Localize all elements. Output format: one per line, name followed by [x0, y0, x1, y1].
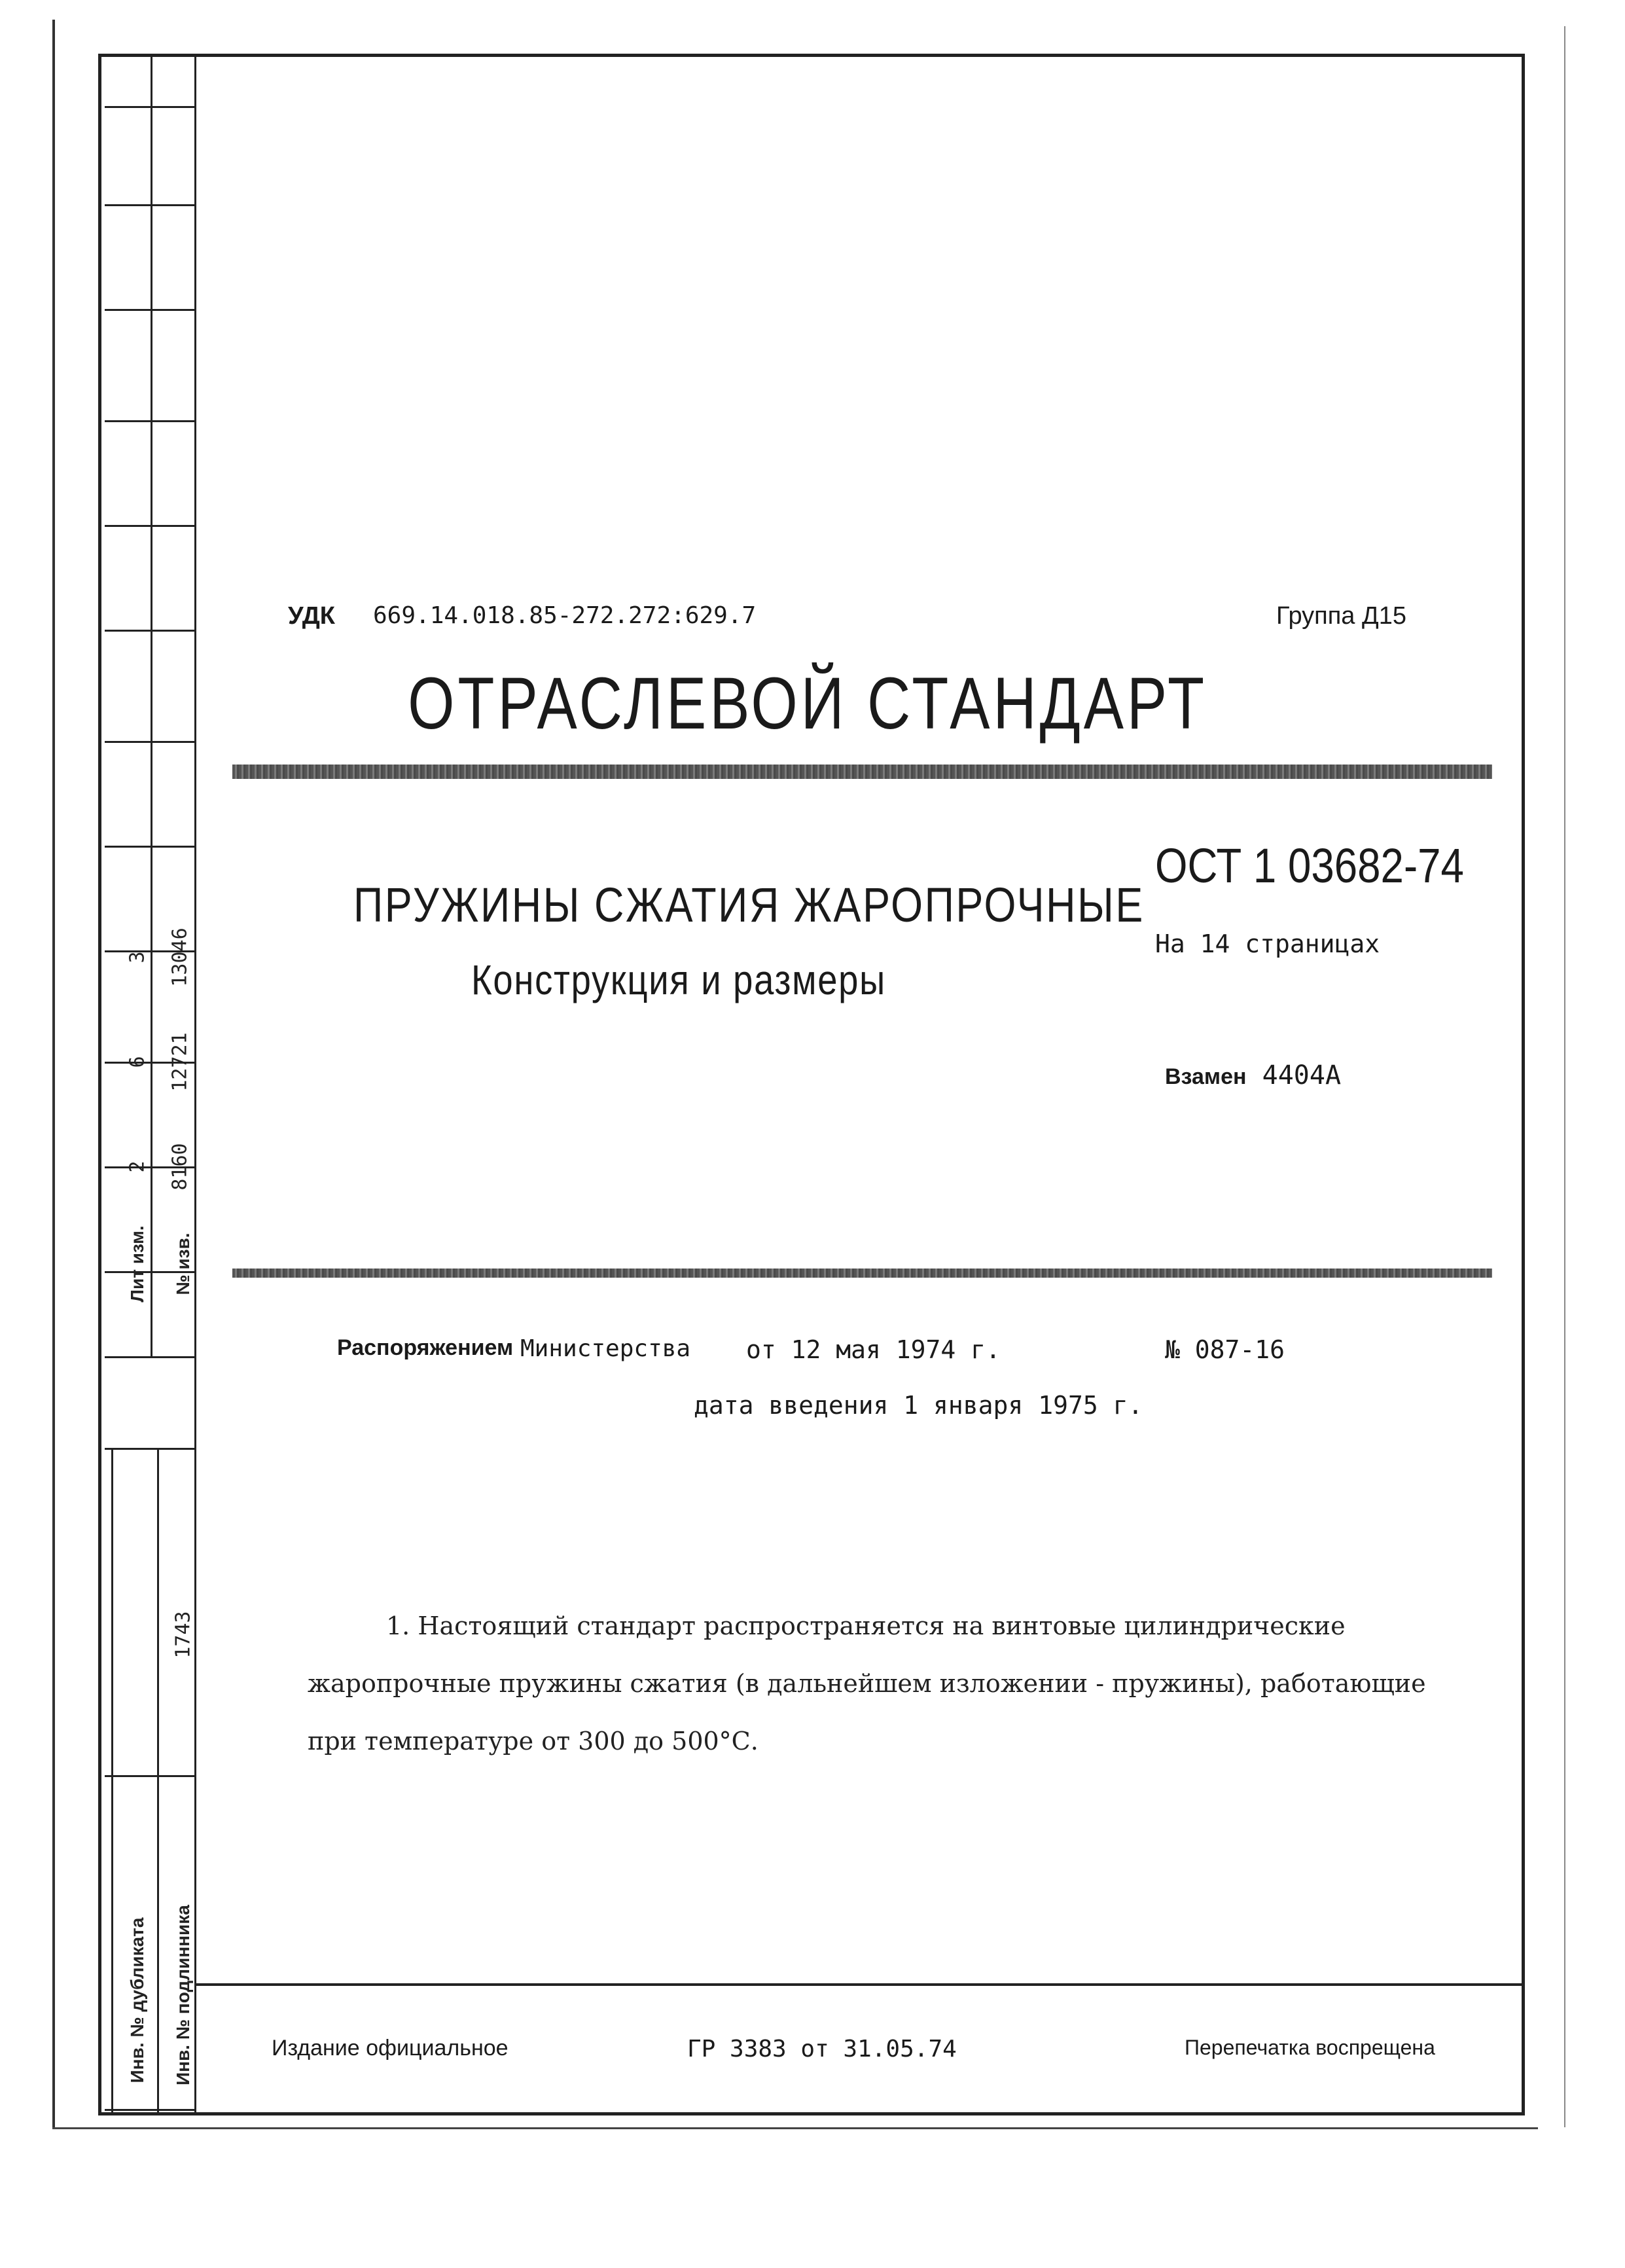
side-row-line [105, 106, 196, 108]
outer-border-left [52, 20, 55, 2127]
page-title: ОТРАСЛЕВОЙ СТАНДАРТ [408, 662, 1207, 744]
side-row-line [105, 1448, 196, 1450]
side-row-line [105, 630, 196, 632]
order-label: Распоряжением [337, 1335, 514, 1360]
side-row-line [105, 1356, 196, 1358]
side-strip-right-border [194, 54, 196, 2115]
body-paragraph-text: 1. Настоящий стандарт распространяется на винтовые цилиндрические жаропрочные пружины сжатия (в дальнейшем изложении - пружины), работающие при температуре от 300 до 500°С. [308, 1611, 1426, 1755]
side-lit-value: 6 [126, 1056, 149, 1068]
side-lit-label: Лит изм. [127, 1225, 147, 1303]
side-row-line [105, 525, 196, 527]
document-subtitle: Конструкция и размеры [471, 956, 886, 1003]
side-lit-value: 2 [126, 1161, 149, 1173]
side-number-value: 12721 [168, 1032, 192, 1092]
side-number-value: 8160 [168, 1143, 192, 1191]
order-date: от 12 мая 1974 г. [746, 1335, 1001, 1364]
introduction-date: дата введения 1 января 1975 г. [694, 1391, 1143, 1420]
footer-registration: ГР 3383 от 31.05.74 [687, 2036, 957, 2062]
side-inv-orig-label: Инв. № подлинника [173, 1905, 193, 2085]
pages-count: На 14 страницах [1155, 929, 1380, 958]
side-inv-value: 1743 [171, 1611, 195, 1659]
side-strip-left-border-lower [111, 1448, 113, 2115]
header-divider-bar [232, 765, 1492, 779]
side-row-line [105, 1775, 196, 1777]
side-row-line [105, 846, 196, 848]
footer-edition: Издание официальное [272, 2036, 509, 2061]
order-ministry: Министерства [520, 1335, 691, 1362]
outer-border-bottom [52, 2127, 1538, 2129]
footer-reprint-notice: Перепечатка воспрещена [1185, 2036, 1435, 2059]
outer-border-right [1564, 26, 1565, 2127]
udk-code: 669.14.018.85-272.272:629.7 [373, 602, 757, 629]
replaces-label: Взамен [1165, 1064, 1247, 1089]
title-divider-bar [232, 1269, 1492, 1278]
side-row-line [105, 2109, 196, 2111]
footer-divider [196, 1983, 1525, 1986]
replaces-info [1165, 1060, 1341, 1090]
side-lit-value: 3 [126, 951, 149, 963]
document-title: ПРУЖИНЫ СЖАТИЯ ЖАРОПРОЧНЫЕ [353, 878, 1145, 932]
side-number-value: 13046 [168, 927, 192, 987]
group-label: Группа Д15 [1276, 602, 1406, 630]
side-row-line [105, 204, 196, 206]
side-inv-dup-label: Инв. № дубликата [127, 1917, 147, 2083]
side-row-line [105, 309, 196, 311]
order-number: № 087-16 [1165, 1335, 1285, 1364]
standard-number: ОСТ 1 03682-74 [1155, 838, 1464, 893]
side-no-label: № изв. [173, 1233, 193, 1295]
body-paragraph [308, 1597, 1433, 1770]
side-strip-divider-lower [157, 1448, 159, 2115]
side-row-line [105, 420, 196, 422]
replaces-value: 4404А [1262, 1060, 1342, 1090]
udk-label: УДК [288, 602, 335, 630]
